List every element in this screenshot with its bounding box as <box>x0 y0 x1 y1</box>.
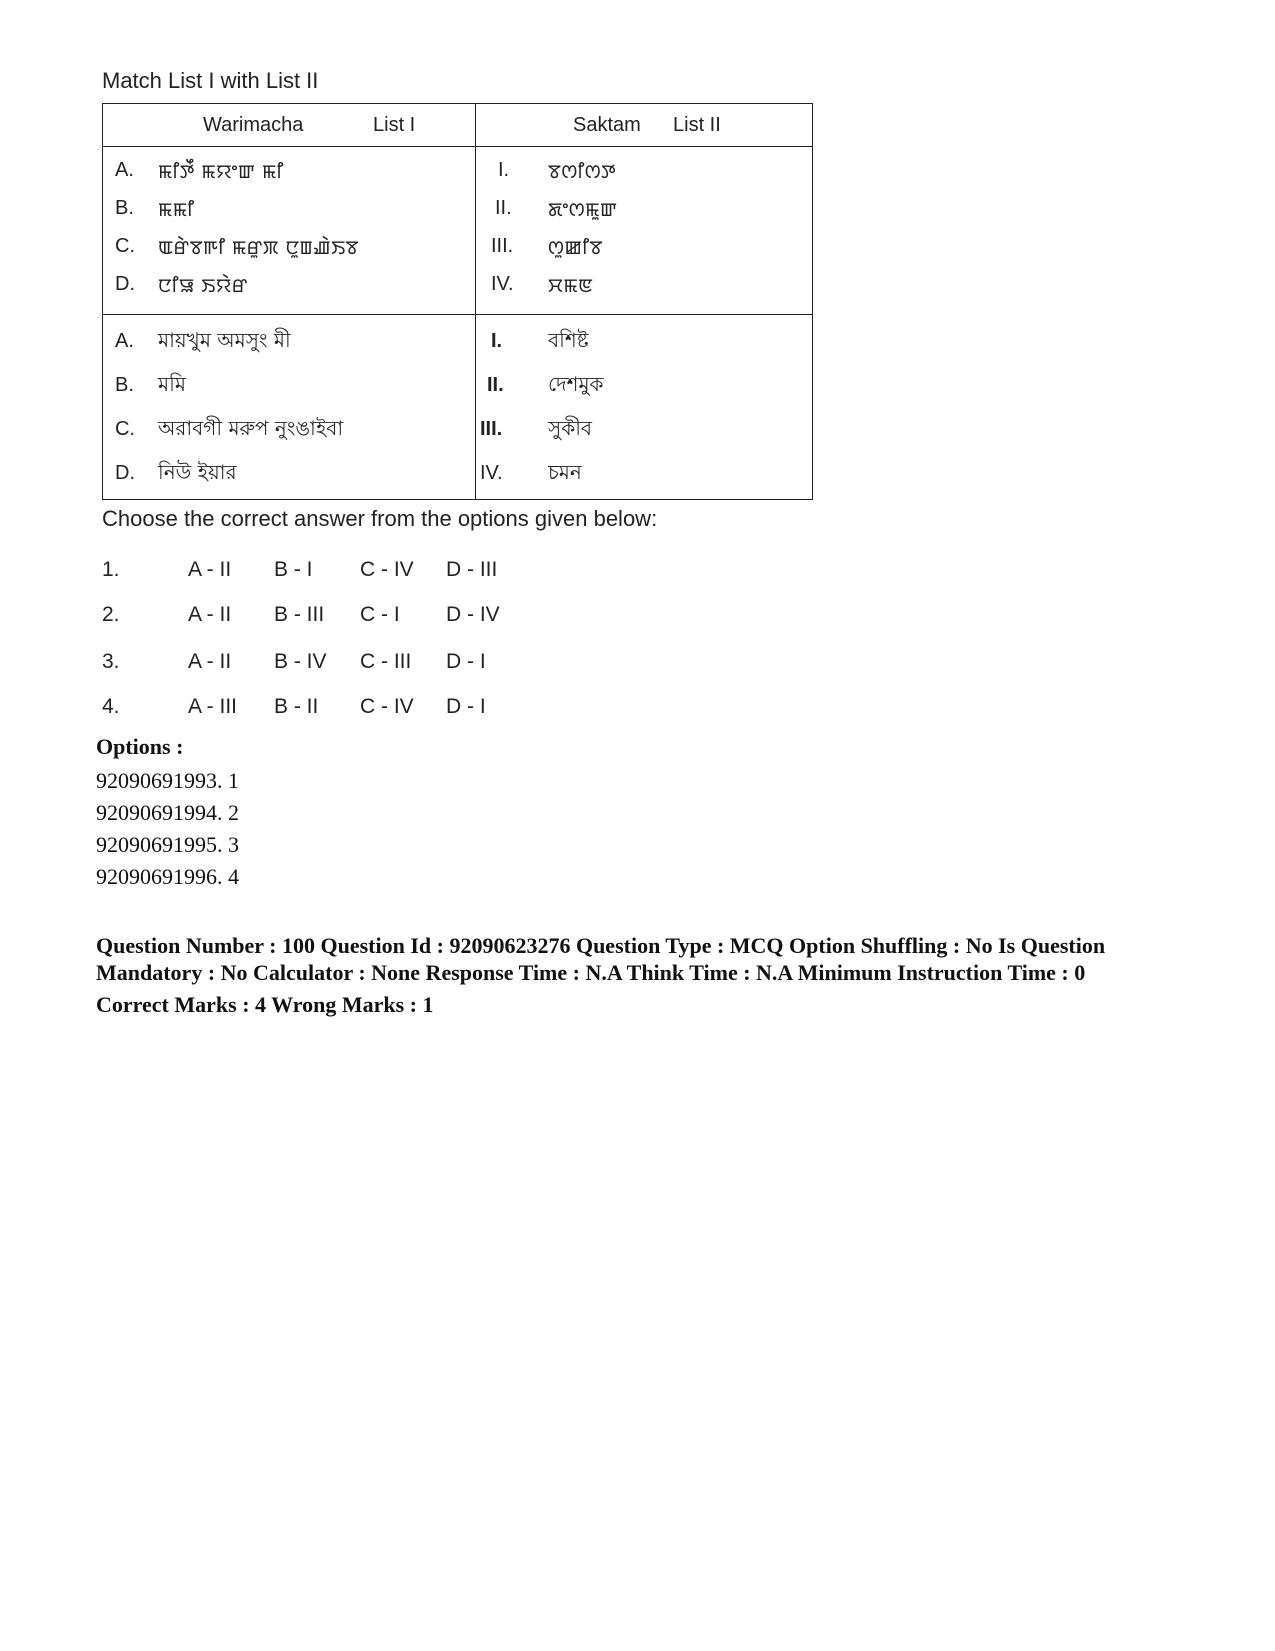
right-header-script: Saktam <box>573 114 641 136</box>
answer-pair-a: A - II <box>188 650 232 673</box>
list2-item: দেশমুক <box>548 372 604 396</box>
answer-pair-b: B - III <box>274 603 325 626</box>
list1-letter: C. <box>115 235 135 257</box>
list2-numeral: IV. <box>480 462 503 484</box>
list2-item: সুকীব <box>548 416 593 440</box>
list2-numeral: I. <box>491 330 503 352</box>
list2-item: চমন <box>548 460 582 484</box>
match-table <box>102 103 813 500</box>
question-metadata: Question Number : 100 Question Id : 92090623276 Question Type : MCQ Option Shuffling : No Is Question Mandatory : No Calculator : None Response Time : N.A Think Time : N.A Minimum Instruction Time : 0 <box>96 933 1106 985</box>
answer-pair-c: C - IV <box>360 558 414 581</box>
list1-letter: B. <box>115 197 134 219</box>
list1-item: মমি <box>158 372 186 396</box>
list2-item: ꯗꯦꯁꯃꯨꯛ <box>548 199 618 221</box>
list1-item: মায়খুম অমসুং মী <box>158 328 291 352</box>
list2-item: ꯁꯨꯀꯤꯕ <box>548 237 603 259</box>
question-marks: Correct Marks : 4 Wrong Marks : 1 <box>96 992 434 1017</box>
list1-item: অরাবগী মরুপ নুংঙাইবা <box>158 416 344 440</box>
choose-instruction: Choose the correct answer from the options given below: <box>102 506 658 531</box>
answer-pair-c: C - III <box>360 650 412 673</box>
answer-pair-c: C - I <box>360 603 400 626</box>
list2-numeral: III. <box>491 235 514 257</box>
table-column-divider <box>475 104 476 499</box>
answer-number: 2. <box>102 603 120 626</box>
list1-item: ꯃꯃꯤ <box>158 199 195 221</box>
list1-letter: D. <box>115 273 135 295</box>
table-section-divider <box>103 314 812 315</box>
options-title: Options : <box>96 734 184 759</box>
list1-letter: B. <box>115 374 134 396</box>
right-header-list: List II <box>673 114 721 136</box>
answer-pair-b: B - IV <box>274 650 327 673</box>
list1-letter: A. <box>115 159 134 181</box>
answer-pair-b: B - I <box>274 558 313 581</box>
list2-item: বশিষ্ট <box>548 328 589 352</box>
answer-pair-b: B - II <box>274 695 319 718</box>
answer-pair-d: D - I <box>446 650 486 673</box>
answer-pair-d: D - III <box>446 558 498 581</box>
list2-numeral: IV. <box>491 273 514 295</box>
list2-item: ꯕꯁꯤꯁꯇ <box>548 161 617 183</box>
answer-number: 4. <box>102 695 120 718</box>
option-item: 92090691994. 2 <box>96 800 239 825</box>
left-header-script: Warimacha <box>203 114 304 136</box>
option-item: 92090691995. 3 <box>96 832 239 857</box>
list2-numeral: I. <box>498 159 510 181</box>
list2-item: ꯆꯃꯟ <box>548 275 594 297</box>
answer-pair-c: C - IV <box>360 695 414 718</box>
left-header-list: List I <box>373 114 416 136</box>
list1-item: ꯑꯔꯥꯕꯒꯤ ꯃꯔꯨꯞ ꯅꯨꯡꯉꯥꯏꯕ <box>158 237 359 259</box>
list1-letter: A. <box>115 330 134 352</box>
answer-pair-a: A - III <box>188 695 238 718</box>
list2-numeral: III. <box>480 418 503 440</box>
answer-pair-a: A - II <box>188 558 232 581</box>
table-header-divider <box>103 146 812 147</box>
list1-item: ꯅꯤꯎ ꯏꯌꯥꯔ <box>158 275 248 297</box>
answer-number: 1. <box>102 558 120 581</box>
list2-numeral: II. <box>487 374 504 396</box>
list1-letter: C. <box>115 418 135 440</box>
list1-letter: D. <box>115 462 135 484</box>
list1-item: ꯃꯤꯇꯩ ꯃꯌꯦꯛ ꯃꯤ <box>158 161 284 183</box>
answer-pair-d: D - IV <box>446 603 500 626</box>
option-item: 92090691996. 4 <box>96 864 239 889</box>
answer-pair-d: D - I <box>446 695 486 718</box>
list1-item: নিউ ইয়ার <box>158 460 237 484</box>
list2-numeral: II. <box>495 197 512 219</box>
answer-number: 3. <box>102 650 120 673</box>
question-heading: Match List I with List II <box>102 68 319 93</box>
option-item: 92090691993. 1 <box>96 768 239 793</box>
answer-pair-a: A - II <box>188 603 232 626</box>
